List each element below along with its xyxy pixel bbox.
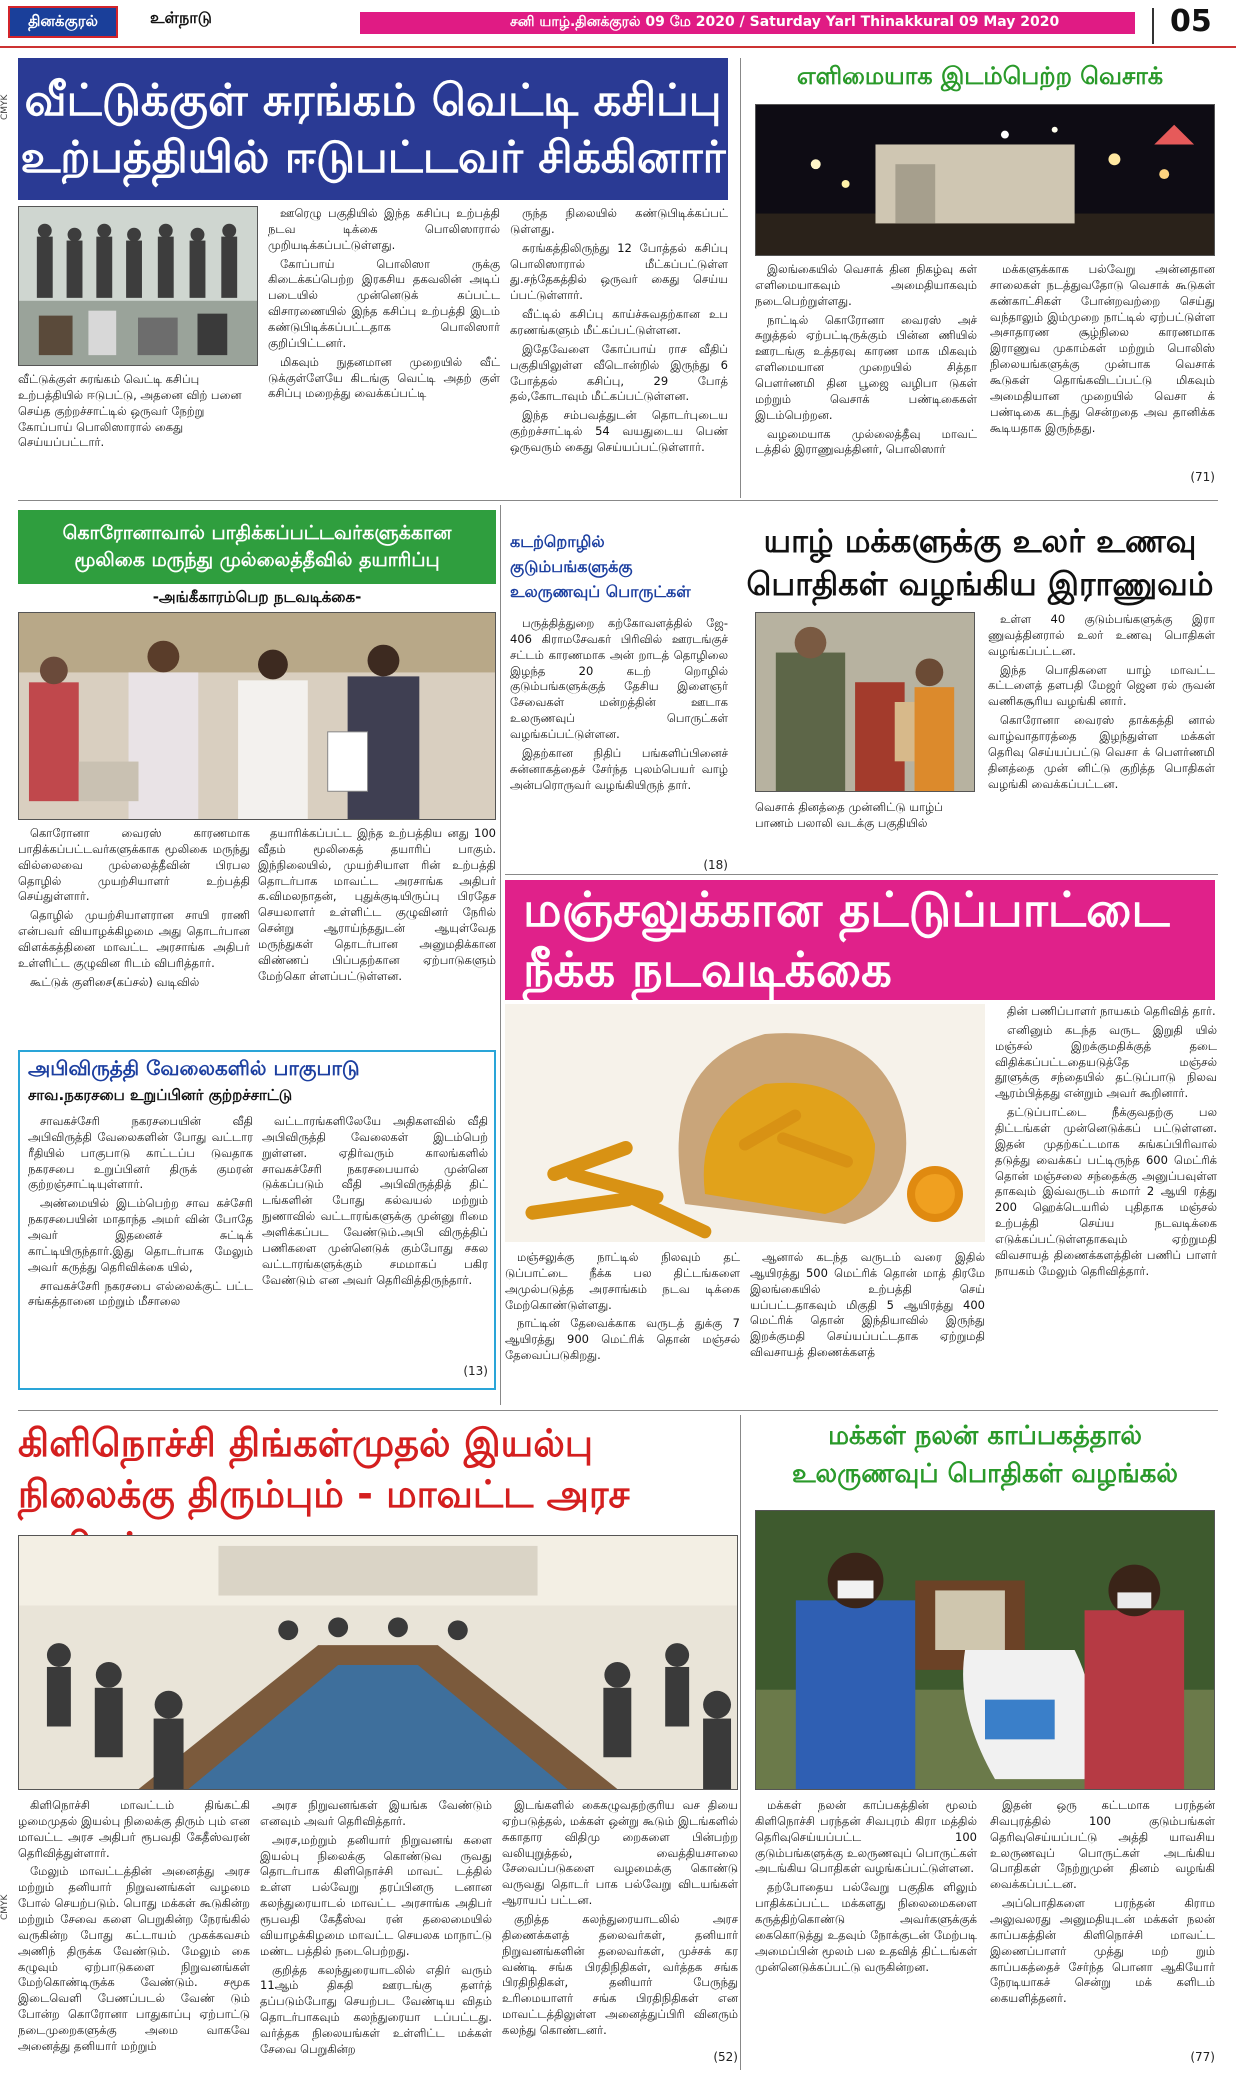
welfare-photo [755, 1510, 1215, 1790]
fisher-paragraph: பருத்தித்துறை கற்கோவளத்தில் ஜே- 406 கிராமசேவகர் பிரிவில் ஊரடங்குச் சட்டம் காரணமாக அன் றாடத் தொழிலை இழந்த 20 கடற் றொழில் குடும்பங்களுக்குத் தேசிய இளைஞர் சேவைகள் மன்றத்தின் ஊடாக உலருணவுப் பொருட்கள் வழங்கப்பட்டுள்ளன. [510, 616, 728, 742]
tunnel-caption: வீட்டுக்குள் சுரங்கம் வெட்டி கசிப்பு உற்பத்தியில் ஈடுபட்டு, அதனை விற் பனை செய்த குற்றச்சாட்டில் ஒருவர் நேற்று கோப்பாய் பொலிஸாரால் கைது செய்யப்பட்டார். [18, 372, 242, 450]
turmeric-paragraph: நாட்டின் தேவைக்காக வருடத் துக்கு 7 ஆயிரத்து 900 மெட்ரிக் தொன் மஞ்சல் தேவைப்படுகிறது. [505, 1316, 740, 1363]
vesak-code: (71) [1190, 470, 1215, 484]
welfare-code: (77) [1190, 2050, 1215, 2064]
kilinochchi-code: (52) [713, 2050, 738, 2064]
corona-headline-line-2: மூலிகை மருந்து முல்லைத்தீவில் தயாரிப்பு [74, 549, 440, 571]
tunnel-headline-line-1: வீட்டுக்குள் சுரங்கம் வெட்டி கசிப்பு [24, 74, 722, 126]
army-headline-line-1: யாழ் மக்களுக்கு உலர் உணவு [763, 522, 1197, 560]
tunnel-paragraph: இந்த சம்பவத்துடன் தொடர்புடைய குற்றச்சாட்டில் 54 வயதுடைய பெண் ஒருவரும் கைது செய்யப்பட்டுள்ளார். [510, 408, 728, 455]
army-caption: வெசாக் தினத்தை முன்னிட்டு யாழ்ப் பாணம் பலாலி வடக்கு பகுதியில் [755, 800, 943, 830]
tunnel-paragraph: வீட்டில் கசிப்பு காய்ச்சுவதற்கான உப கரணங்களும் மீட்கப்பட்டுள்ளன. [510, 307, 728, 338]
kilinochchi-column-2 [260, 1798, 492, 2061]
section-divider [18, 500, 1218, 501]
welfare-paragraph: இதன் ஒரு கட்டமாக பரந்தன் சிவபுரத்தில் 100 குடும்பங்கள் தெரிவுசெய்யப்பட்டு அத்தி யாவசிய உலருணவுப் பொருட்கள் அடங்கிய பொதிகள் நேற்றுமுன் தினம் வழங்கி வைக்கப்பட்டன. [990, 1798, 1215, 1892]
kilinochchi-paragraph: குறித்த கலந்துரையாடலில் அரச திணைக்களத் தலைவர்கள், தனியார் நிறுவனங்களின் தலைவர்கள், முச்சக் கர வண்டி சங்க பிரதிநிதிகள், வர்த்தக சங்க பிரதிநிதிகள், தனியார் பேருந்து உரிமையாளர் சங்க பிரதிநிதிகள் என மாவட்டத்திலுள்ள அனைத்துப்பிரி வினரும் கலந்து கொண்டனர். [502, 1912, 738, 2038]
fisher-headline [510, 530, 730, 604]
tunnel-column-2 [510, 206, 728, 459]
tunnel-headline [18, 58, 728, 200]
corona-paragraph: கொரோனா வைரஸ் காரணமாக பாதிக்கப்பட்டவர்களுக்காக மூலிகை மருந்து வில்லைவை முல்லைத்தீவின் பிரபல தொழில் முயற்சியாளர் உற்பத்தி செய்துள்ளார். [18, 826, 250, 904]
kilinochchi-paragraph: மேலும் மாவட்டத்தின் அனைத்து அரச மற்றும் தனியார் நிறுவனங்கள் வழமை போல் செயற்படும். பொது மக்கள் கூடுகின்ற மற்றும் சேவை களை பெறுகின்ற நேரங்கில் வருகின்ற போது கட்டாயம் முகக்கவசம் அணிந் திருக்க வேண்டும். மேலும் கை கழுவும் ஏற்பாடுகளை நிறுவனங்கள் மேற்கொண்டிருக்க வேண்டும். சமூக இடைவெளி பேணப்படல் வேண் டும் போன்ற கொரோனா பாதுகாப்பு ஏற்பாட்டு நடைமுறைகளுக்கு அமை வாகவே அனைத்து தனியார் மற்றும் [18, 1864, 250, 2053]
kilinochchi-headline-line-2: நிலைக்கு திரும்பும் - மாவட்ட அரச [18, 1472, 630, 1517]
turmeric-headline-line-2: நீக்க நடவடிக்கை [523, 942, 892, 998]
development-column-1 [28, 1114, 253, 1313]
corona-paragraph: தொழில் முயற்சியாளரான சாயி ராணி என்பவர் வியாழக்கிழமை அது தொடர்பான விளக்கத்தினை மாவட்ட அரசாங்க அதிபர் உள்ளிட்ட குழுவின ரிடம் விபரித்தார். [18, 908, 250, 970]
fisher-headline-line-1: கடற்றொழில் [510, 532, 605, 551]
vesak-paragraph: இலங்கையில் வெசாக் தின நிகழ்வு கள் எளிமையாகவும் அமைதியாகவும் நடைபெற்றுள்ளது. [755, 262, 977, 308]
tunnel-paragraph: ஊரெழு பகுதியில் இந்த கசிப்பு உற்பத்தி நடவ டிக்கை பொலிஸாரால் முறியடிக்கப்பட்டுள்ளது. [268, 206, 500, 252]
development-paragraph: சாவகச்சேரி நகரசபை எல்லைக்குட் பட்ட சங்கத்தானை மற்றும் மீசாலை [28, 1278, 253, 1309]
column-rule [740, 1415, 741, 2070]
turmeric-column-3 [995, 1004, 1217, 1283]
cmyk-mark-top: CMYK [0, 94, 10, 120]
section-name: உள்நாடு [150, 8, 212, 27]
vesak-paragraph: நாட்டில் கொரோனா வைரஸ் அச் சுறுத்தல் ஏற்பட்டிருக்கும் பின்ன ணியில் ஊரடங்கு உத்தரவு காரண மாக மிகவும் எளிமையான முறையில் சித்தா பௌர்ணமி தின பூஜை வழிபா டுகள் மற்றும் வெசாக் பண்டிகைகள் இடம்பெற்றன. [755, 312, 977, 422]
section-divider [18, 1410, 1218, 1411]
newspaper-logo: தினக்குரல் [8, 6, 118, 38]
army-paragraph: கொரோனா வைரஸ் தாக்கத்தி னால் வாழ்வாதாரத்தை இழந்துள்ள மக்கள் தெரிவு செய்யப்பட்டு வெசா க் பௌர்ணமி தினத்தை முன் னிட்டு குறித்த பொதிகள் வழங்கி வைக்கப்பட்டன. [988, 713, 1215, 791]
corona-column-2 [258, 826, 496, 988]
corona-paragraph: தயாரிக்கப்பட்ட இந்த உற்பத்திய னது 100 வீதம் மூலிகைத் தயாரிப் பாகும். இந்நிலையில், முயற்சியாள ரின் உற்பத்தி தொடர்பாக மாவட்ட அரசாங்க அதிபர் க.விமலநாதன், புதுக்குடியிருப்பு பிரதேச செயலாளர் உள்ளிட்ட குழுவினர் நேரில் சென்று ஆராய்ந்ததுடன் ஆயுள்வேத மருந்துகள் தொடர்பான அனுமதிக்கான விண்ணப் பிப்பதற்கான ஏற்பாடுகளும் மேற்கொ ள்ளப்பட்டுள்ளன. [258, 826, 496, 983]
turmeric-headline-line-1: மஞ்சலுக்கான தட்டுப்பாட்டை [523, 882, 1170, 938]
kilinochchi-column-1 [18, 1798, 250, 2058]
fisher-paragraph: இதற்கான நிதிப் பங்களிப்பினைச் சுன்னாகத்தைச் சேர்ந்த புலம்பெயர் வாழ் அன்பரொருவர் வழங்கியிருந் தார். [510, 745, 728, 792]
masthead-rule [0, 46, 1236, 48]
welfare-column-1 [755, 1798, 977, 1978]
development-column-2 [262, 1114, 488, 1291]
tunnel-photo [18, 206, 258, 366]
turmeric-paragraph: தின் பணிப்பாளர் நாயகம் தெரிவித் தார். [1007, 1004, 1216, 1018]
welfare-paragraph: மக்கள் நலன் காப்பகத்தின் மூலம் கிளிநொச்சி பரந்தன் சிவபுரம் கிரா மத்தில் தெரிவுசெய்யப்பட்ட 100 குடும்பங்களுக்கு உலருணவுப் பொருட்கள் அடங்கிய பொதிகள் வழங்கப்பட்டுள்ளன. [755, 1798, 977, 1876]
vesak-column-2 [990, 262, 1215, 439]
tunnel-paragraph: ருந்த நிலையில் கண்டுபிடிக்கப்பட் டுள்ளது. [510, 206, 728, 236]
kilinochchi-paragraph: குறித்த கலந்துரையாடலில் எதிர் வரும் 11ஆம் திகதி ஊரடங்கு தளர்த் தப்படும்போது செயற்பட வேண்டிய விதம் தொடர்பாகவும் கலந்துரையா டப்பட்டது. வர்த்தக நிலையங்கள் உள்ளிட்ட மக்கள் சேவை பெறுகின்ற [260, 1962, 492, 2056]
welfare-column-2 [990, 1798, 1215, 2010]
kilinochchi-paragraph: அரச,மற்றும் தனியார் நிறுவனங் களை இயல்பு நிலைக்கு கொண்டுவ ருவது தொடர்பாக கிளிநொச்சி மாவட் டத்தில் உள்ள பல்வேறு தரப்பினரு டனான கலந்துரையாடல் மாவட்ட அரசாங்க அதிபர் ரூபவதி கேதீஸ்வ ரன் தலைமையில் வியாழக்கிழமை மாவட்ட செயலக மாநாட்டு மண்ட பத்தில் நடைபெற்றது. [260, 1832, 492, 1958]
fisher-code: (18) [703, 858, 728, 872]
welfare-headline-line-1: மக்கள் நலன் காப்பகத்தால் [828, 1421, 1142, 1451]
vesak-paragraph: வழமையாக முல்லைத்தீவு மாவட் டத்தில் இராணுவத்தினர், பொலிஸார் [755, 426, 977, 457]
turmeric-photo [505, 1004, 985, 1242]
army-photo [755, 612, 975, 792]
welfare-headline [755, 1418, 1215, 1493]
tunnel-paragraph: மிகவும் நுதனமான முறையில் வீட் டுக்குள்ளேயே கிடங்கு வெட்டி அதற் குள் கசிப்பு மறைத்து வைக்கப்பட்டி [268, 354, 500, 401]
turmeric-column-2 [750, 1250, 985, 1364]
army-headline-line-2: பொதிகள் வழங்கிய இராணுவம் [746, 565, 1214, 604]
page-number: 05 [1170, 4, 1212, 39]
development-paragraph: வட்டாரங்களிலேயே அதிகளவில் வீதி அபிவிருத்தி வேலைகள் இடம்பெற் றுள்ளன. ஏதிர்வரும் காலங்களில் சாவகச்சேரி நகரசபையால் முன்னெ டுக்கப்படும் வீதி அபிவிருத்தித் திட் டங்களின் போது கல்வயல் மற்றும் நுணாவில் வட்டாரங்களுக்கு முன்னு ரிமை அளிக்கப்பட வேண்டும்.அபி விருத்திப் பணிகளை முன்னெடுக் கும்போது சகல வட்டாரங்களுக்கும் சமமாகப் பகிர வேண்டும் என அவர் தெரிவித்திருந்தார். [262, 1114, 488, 1287]
kilinochchi-paragraph: கிளிநொச்சி மாவட்டம் திங்கட்கி ழமைமுதல் இயல்பு நிலைக்கு திரும் பும் என மாவட்ட அரச அதிபர் ரூபவதி கேதீஸ்வரன் தெரிவித்துள்ளார். [18, 1798, 250, 1860]
tunnel-headline-line-2: உற்பத்தியில் ஈடுபட்டவர் சிக்கினார் [20, 132, 726, 183]
section-divider [505, 874, 1218, 875]
army-paragraph: உள்ள 40 குடும்பங்களுக்கு இரா ணுவத்தினரால் உலர் உணவு பொதிகள் வழங்கப்பட்டன. [988, 612, 1215, 658]
army-headline [745, 520, 1215, 606]
kilinochchi-paragraph: இடங்களில் கைகழுவதற்குரிய வச தியை ஏற்படுத்தல், மக்கள் ஒன்று கூடும் இடங்களில் சுகாதார விதிமு றைகளை பின்பற்ற வலியுறுத்தல், வைத்தியசாலை சேவைப்படுகளை வழமைக்கு கொண்டு வருவது தொடர் பாக பல்வேறு விடயங்கள் ஆராயப் பட்டன. [502, 1798, 738, 1908]
development-subhead: சாவ.நகரசபை உறுப்பினர் குற்றச்சாட்டு [28, 1086, 293, 1104]
vesak-headline: எளிமையாக இடம்பெற்ற வெசாக் [796, 62, 1164, 90]
corona-headline [18, 510, 496, 584]
masthead [0, 0, 1236, 48]
turmeric-column-1 [505, 1250, 740, 1367]
army-body [988, 612, 1215, 795]
fisher-headline-line-3: உலருணவுப் பொருட்கள் [510, 581, 691, 601]
vesak-paragraph: மக்களுக்காக பல்வேறு அன்னதான சாலைகள் நடத்துவதோடு வெசாக் கூடுகள் கண்காட்சிகள் போன்றவற்றை செய்து வந்தாலும் இம்முறை நாட்டில் ஏற்பட்டுள்ள அசாதாரண சூழ்நிலை காரணமாக இராணுவ முகாம்கள் மற்றும் பொலிஸ் நிலையங்களுக்கு முன்பாக வெசாக் கூடுகள் தொங்கவிடப்பட்டு மிகவும் அமைதியான முறையில் வெசா க் பண்டிகை கடந்து சென்றதை அவ தானிக்க கூடியதாக இருந்தது. [990, 262, 1215, 435]
corona-photo [18, 612, 496, 820]
column-rule [500, 505, 501, 1405]
date-bar: சனி யாழ்.தினக்குரல் 09 மே 2020 / Saturday Yarl Thinakkural 09 May 2020 [360, 12, 1135, 34]
welfare-paragraph: தற்போதைய பல்வேறு பகுதிக ளிலும் பாதிக்கப்பட்ட மக்களது நிலைமைகளை கருத்திற்கொண்டு அவர்களுக்குக் கைகொடுத்து உதவும் நோக்குடன் மேற்படி அமைப்பின் மூலம் பல உதவித் திட்டங்கள் முன்னெடுக்கப்பட்டு வருகின்றன. [755, 1880, 977, 1974]
turmeric-paragraph: மஞ்சலுக்கு நாட்டில் நிலவும் தட் டுப்பாட்டை நீக்க பல திட்டங்களை அமுல்படுத்த அரசாங்கம் நடவ டிக்கை மேற்கொண்டுள்ளது. [505, 1250, 740, 1312]
fisher-headline-line-2: குடும்பங்களுக்கு [510, 556, 633, 576]
tunnel-paragraph: கோப்பாய் பொலிஸா ருக்கு கிடைக்கப்பெற்ற இரகசிய தகவலின் அடிப் படையில் முன்னெடுக் கப்பட்ட விசாரணையில் இந்த கசிப்பு உற்பத்தி இடம் கண்டுபிடிக்கப்பட்டதாக பொலிஸார் குறிப்பிட்டனர். [268, 256, 500, 350]
development-paragraph: சாவகச்சேரி நகரசபையின் வீதி அபிவிருத்தி வேலைகளின் போது வட்டார ரீதியில் பாகுபாடு காட்டப்ப டுவதாக நகரசபை உறுப்பினர் திருக் குமரன் குற்றஞ்சாட்டியுள்ளார். [28, 1114, 253, 1192]
development-code: (13) [463, 1364, 488, 1378]
tunnel-paragraph: இதேவேளை கோப்பாய் ராச வீதிப் பகுதியிலுள்ள வீடொன்றில் இருந்து 6 போத்தல் கசிப்பு, 29 போத் தல்,கோடாவும் மீட்கப்பட்டுள்ளன. [510, 341, 728, 404]
fisher-body [510, 616, 728, 796]
kilinochchi-headline-line-1: கிளிநொச்சி திங்கள்முதல் இயல்பு [18, 1421, 594, 1465]
turmeric-headline [505, 880, 1215, 1000]
page-number-divider [1152, 8, 1154, 44]
corona-subhead: -அங்கீகாரம்பெற நடவடிக்கை- [152, 588, 362, 606]
development-headline: அபிவிருத்தி வேலைகளில் பாகுபாடு [28, 1056, 360, 1080]
kilinochchi-paragraph: அரச நிறுவனங்கள் இயங்க வேண்டும் எனவும் அவர் தெரிவித்தார். [260, 1798, 492, 1828]
turmeric-paragraph: எனினும் கடந்த வருட இறுதி யில் மஞ்சல் இறக்குமதிக்குத் தடை விதிக்கப்பட்டதையடுத்தே மஞ்சல் தூளுக்கு சந்தையில் தட்டுப்பாடு நிலவ ஆரம்பித்தது என்றும் அவர் கூறினார். [995, 1022, 1217, 1101]
kilinochchi-photo [18, 1535, 738, 1790]
corona-column-1 [18, 826, 250, 994]
tunnel-column-1 [268, 206, 500, 405]
column-rule [740, 58, 741, 498]
welfare-paragraph: அப்பொதிகளை பரந்தன் கிராம அலுவலரது அனுமதியுடன் மக்கள் நலன் காப்பகத்தின் கிளிநொச்சி மாவட்ட இணைப்பாளர் முத்து மற் றும் காப்பகத்தைச் சேர்ந்த பொனா ஆகியோர் நேரடியாகச் சென்று மக் களிடம் கையளித்தனர். [990, 1896, 1215, 2006]
welfare-headline-line-2: உலருணவுப் பொதிகள் வழங்கல் [791, 1458, 1179, 1489]
development-paragraph: அண்மையில் இடம்பெற்ற சாவ கச்சேரி நகரசபையின் மாதாந்த அமர் வின் போதே அவர் இதனைச் சுட்டிக் காட்டியிருந்தார்.இது தொடர்பாக மேலும் அவர் கருத்து தெரிவிக்கை யில், [28, 1196, 253, 1274]
tunnel-paragraph: சுரங்கத்திலிருந்து 12 போத்தல் கசிப்பு பொலிஸாரால் மீட்கப்பட்டுள்ள து.சந்தேகத்தில் ஒருவர் கைது செய்ய ப்பட்டுள்ளார். [510, 240, 728, 303]
corona-headline-line-1: கொரோனாவால் பாதிக்கப்பட்டவர்களுக்கான [62, 522, 452, 545]
cmyk-mark-bottom: CMYK [0, 1894, 10, 1920]
vesak-column-1 [755, 262, 977, 461]
turmeric-paragraph: ஆனால் கடந்த வருடம் வரை இதில் ஆயிரத்து 500 மெட்ரிக் தொன் மாத் திரமே இலங்கையில் உற்பத்தி செய் யப்பட்டதாகவும் மிகுதி 5 ஆயிரத்து 400 மெட்ரிக் தொன் இந்தியாவில் இருந்து இறக்குமதி செய்யப்பட்டதாக ஏற்றுமதி விவசாயத் திணைக்களத் [750, 1250, 985, 1360]
corona-paragraph: கூட்டுக் குளிசை(கப்சல்) வடிவில் [30, 974, 200, 989]
vesak-photo [755, 104, 1215, 256]
kilinochchi-column-3 [502, 1798, 738, 2042]
turmeric-paragraph: தட்டுப்பாட்டை நீக்குவதற்கு பல திட்டங்கள் முன்னெடுக்கப் பட்டுள்ளன. இதன் முதற்கட்டமாக சுங்கப்பிரிவால் தடுத்து வைக்கப் பட்டிருந்த 600 மெட்ரிக் தொன் மஞ்சலை சந்தைக்கு அனுப்பவுள்ள தாகவும் இவ்வருடம் சுமார் 2 ஆயி ரத்து 200 ஹெக்டெயரில் புதிதாக மஞ்சல் உற்பத்தி செய்ய நடவடிக்கை எடுக்கப்பட்டுள்ளதாகவும் ஏற்றுமதி விவசாயத் திணைக்களத்தின் பணிப் பாளர் நாயகம் மேலும் தெரிவித்தார். [995, 1105, 1217, 1278]
army-paragraph: இந்த பொதிகளை யாழ் மாவட்ட கட்டளைத் தளபதி மேஜர் ஜென ரல் ருவன் வணிகசூரிய வழங்கி னார். [988, 662, 1215, 709]
